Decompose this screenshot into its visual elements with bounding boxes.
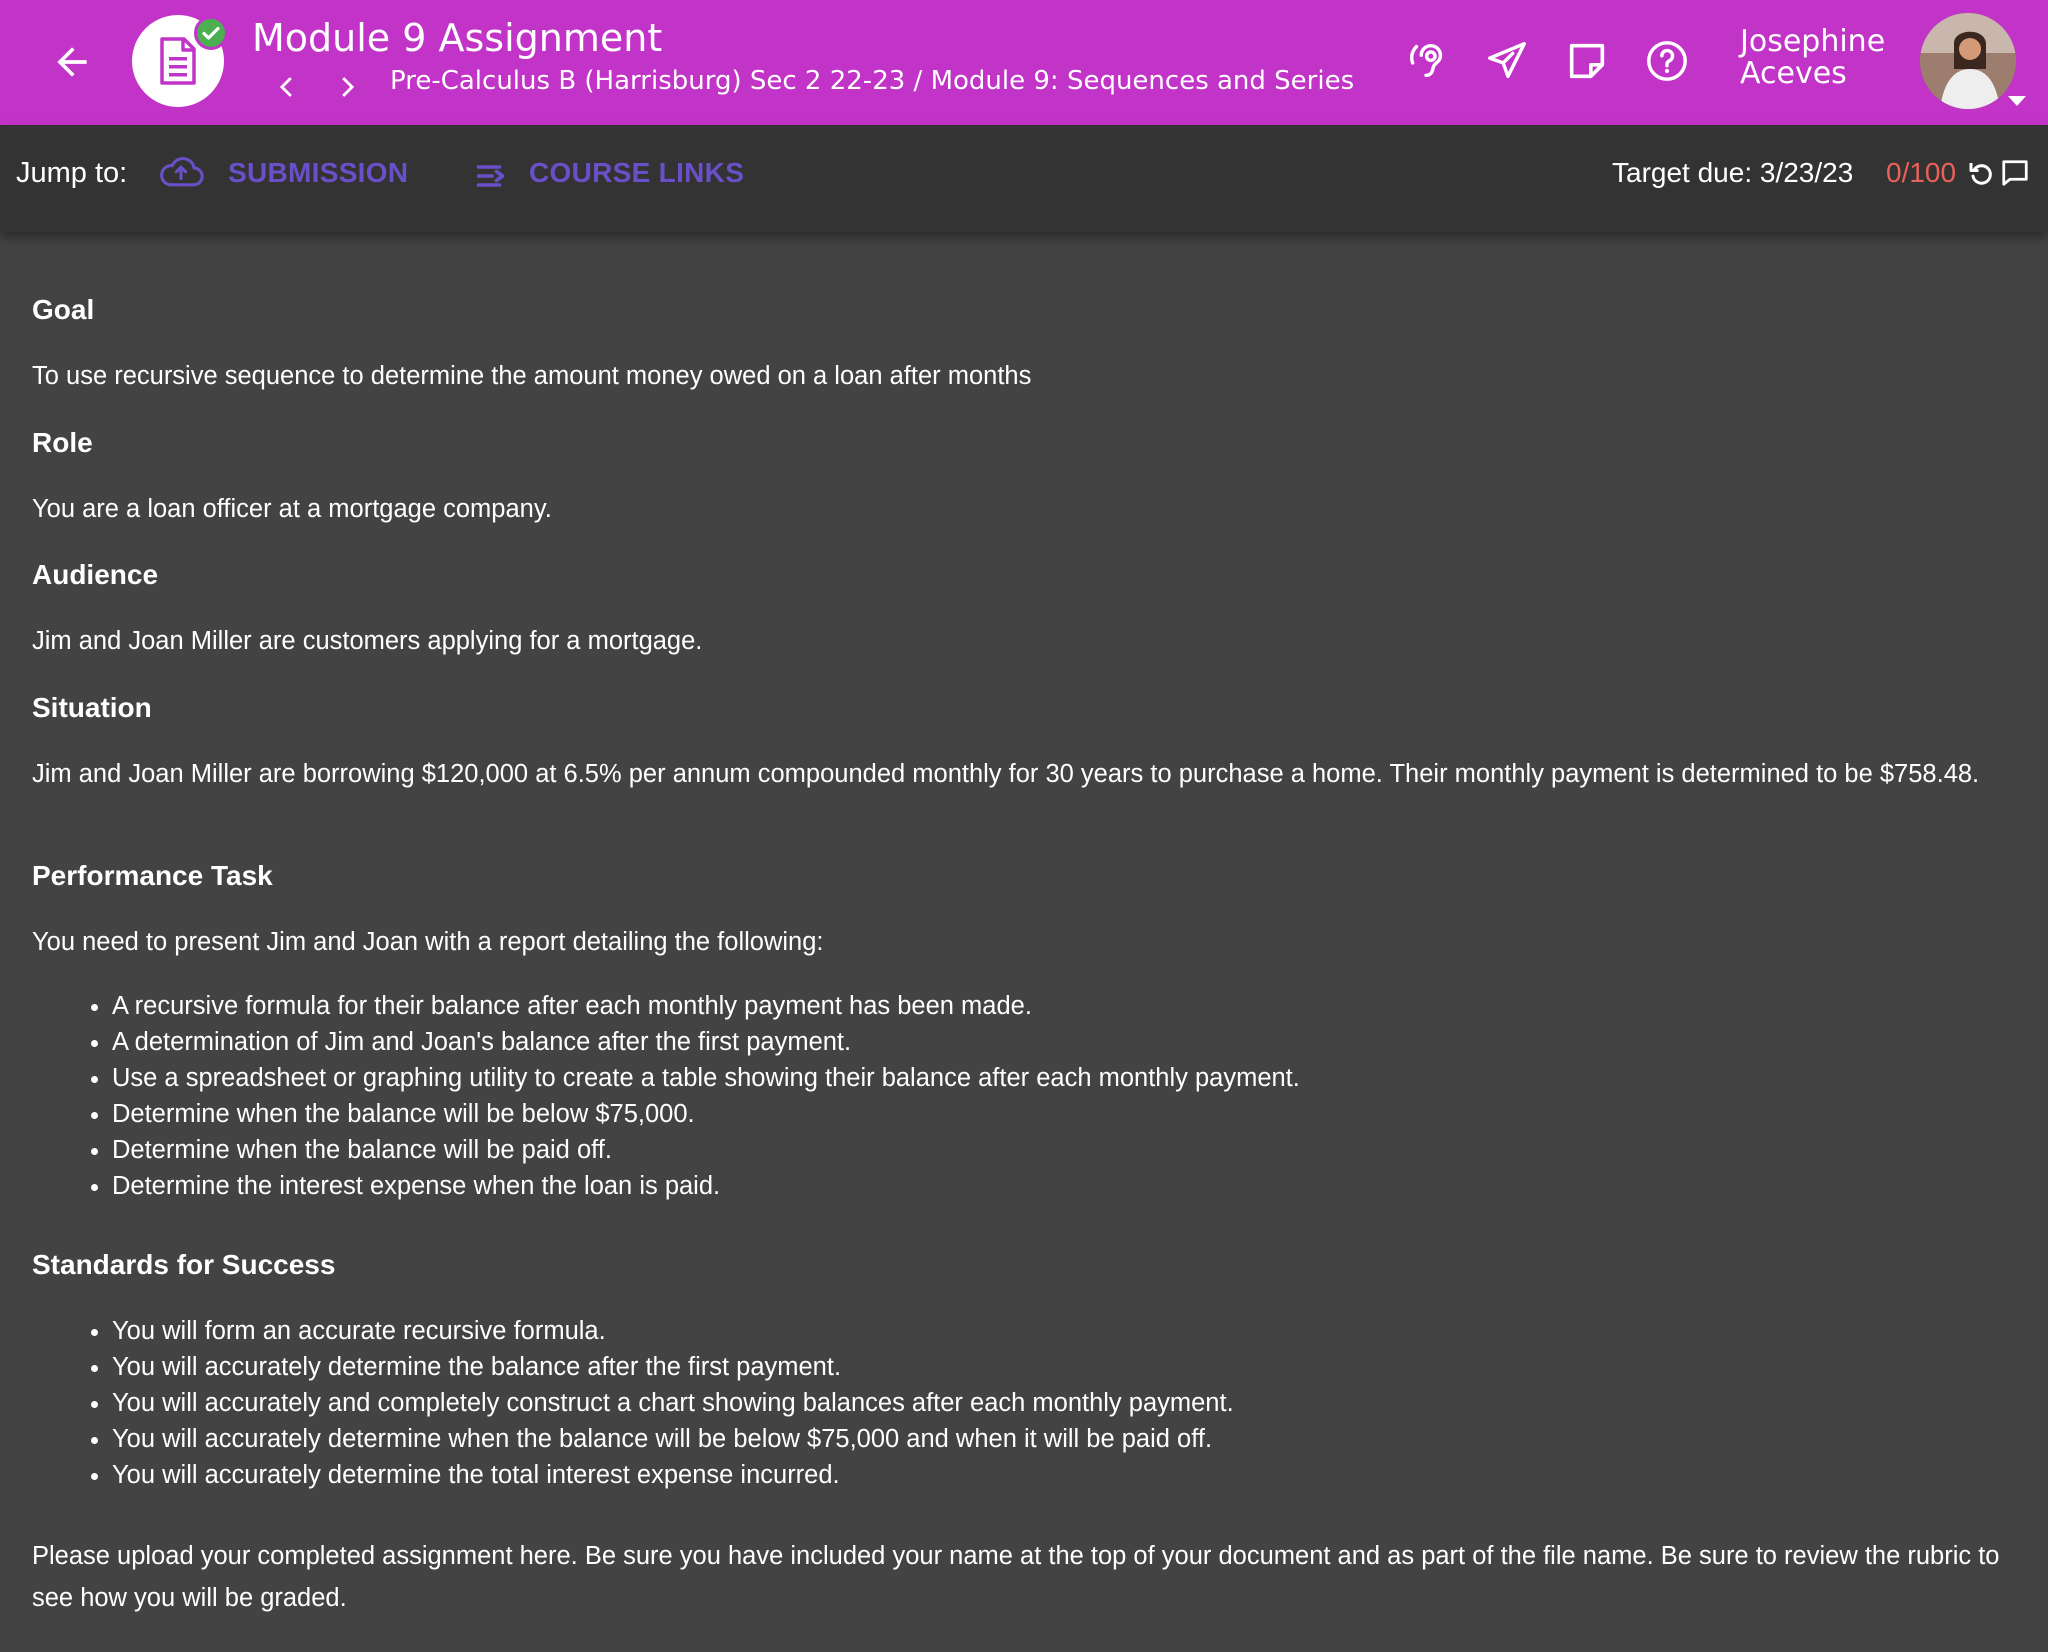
submission-link[interactable]: SUBMISSION — [228, 157, 409, 188]
sticky-note-icon[interactable] — [1564, 38, 1610, 84]
hearing-icon[interactable] — [1404, 38, 1450, 84]
page-title: Module 9 Assignment — [252, 16, 663, 60]
list-item: • You will accurately and completely construct a chart showing balances after each monthly payment. — [112, 1385, 2012, 1421]
app-header — [0, 0, 2048, 125]
chevron-right-icon[interactable] — [330, 70, 364, 104]
course-links-icon[interactable] — [474, 161, 510, 191]
jump-to-label: Jump to: — [16, 157, 128, 189]
list-item: • You will accurately determine the total interest expense incurred. — [112, 1457, 2012, 1493]
list-item: • Use a spreadsheet or graphing utility to create a table showing their balance after each monthly payment. — [112, 1060, 2012, 1096]
goal-text: To use recursive sequence to determine the amount money owed on a loan after months — [32, 362, 1032, 390]
document-icon — [158, 37, 198, 85]
list-item: • Determine the interest expense when the loan is paid. — [112, 1168, 2012, 1204]
situation-heading: Situation — [32, 692, 152, 723]
user-first-name: Josephine — [1740, 24, 1886, 59]
assignment-badge — [132, 15, 224, 107]
list-item: • A determination of Jim and Joan's balance after the first payment. — [112, 1024, 2012, 1060]
user-last-name: Aceves — [1740, 56, 1847, 91]
standards-heading: Standards for Success — [32, 1249, 336, 1280]
chevron-down-icon[interactable] — [2008, 96, 2026, 106]
goal-heading: Goal — [32, 294, 95, 325]
list-item: • You will accurately determine the balance after the first payment. — [112, 1349, 2012, 1385]
role-heading: Role — [32, 427, 93, 458]
check-icon — [194, 16, 228, 50]
audience-text: Jim and Joan Miller are customers applying for a mortgage. — [32, 627, 703, 655]
back-arrow-icon[interactable] — [50, 40, 94, 84]
jump-toolbar — [0, 125, 2048, 232]
situation-text: Jim and Joan Miller are borrowing $120,000 at 6.5% per annum compounded monthly for 30 years to purchase a home. Their monthly payment is determined to be $758.48. — [32, 760, 1980, 788]
cloud-upload-icon[interactable] — [158, 153, 204, 189]
avatar[interactable] — [1920, 13, 2016, 109]
breadcrumb[interactable]: Pre-Calculus B (Harrisburg) Sec 2 22-23 / Module 9: Sequences and Series — [390, 66, 1355, 96]
help-icon[interactable] — [1644, 38, 1690, 84]
user-name[interactable] — [1740, 26, 1885, 90]
upload-instructions: Please upload your completed assignment here. Be sure you have included your name at the top of your document and as part of the file name. Be sure to review the rubric to see how you will be graded. — [32, 1542, 2000, 1612]
standards-list — [32, 1313, 2012, 1493]
send-icon[interactable] — [1484, 38, 1530, 84]
list-item: • You will accurately determine when the balance will be below $75,000 and when it will be paid off. — [112, 1421, 2012, 1457]
list-item: • Determine when the balance will be below $75,000. — [112, 1096, 2012, 1132]
chevron-left-icon[interactable] — [270, 70, 304, 104]
list-item: • A recursive formula for their balance after each monthly payment has been made. — [112, 988, 2012, 1024]
reset-icon[interactable] — [1966, 158, 1996, 188]
list-item: • You will form an accurate recursive formula. — [112, 1313, 2012, 1349]
target-due-date: Target due: 3/23/23 — [1612, 157, 1854, 188]
audience-heading: Audience — [32, 559, 159, 590]
course-links-link[interactable]: COURSE LINKS — [529, 157, 745, 188]
performance-list — [32, 988, 2012, 1204]
comment-icon[interactable] — [2000, 158, 2030, 188]
list-item: • Determine when the balance will be paid off. — [112, 1132, 2012, 1168]
role-text: You are a loan officer at a mortgage company. — [32, 495, 552, 523]
score-display: 0/100 — [1886, 157, 1957, 188]
performance-intro: You need to present Jim and Joan with a report detailing the following: — [32, 928, 824, 956]
performance-heading: Performance Task — [32, 860, 273, 891]
